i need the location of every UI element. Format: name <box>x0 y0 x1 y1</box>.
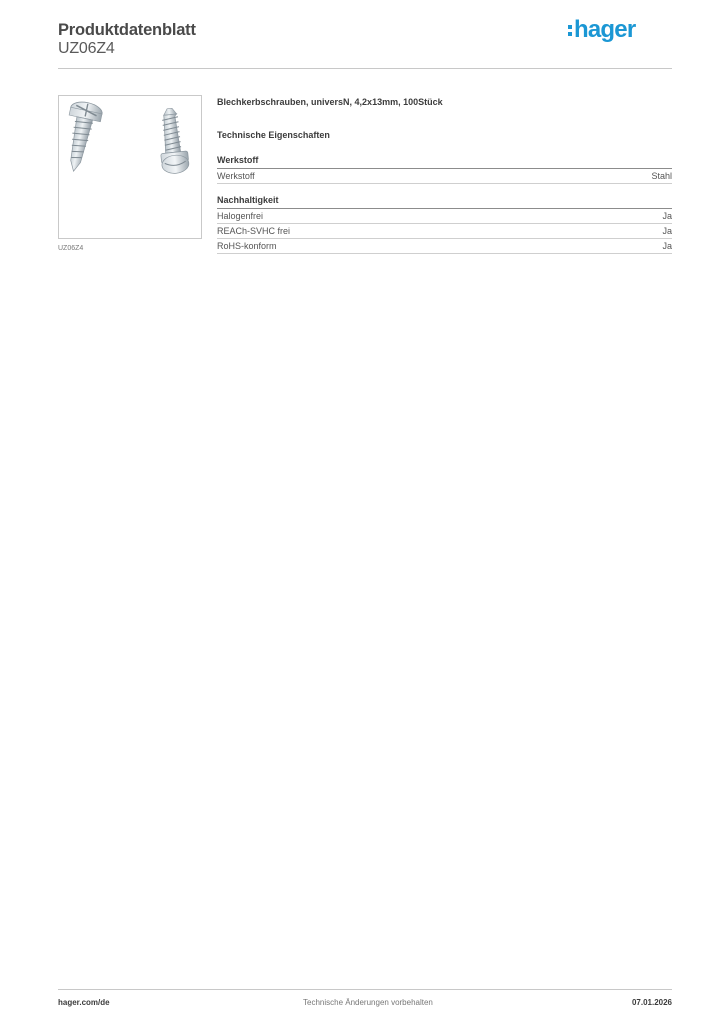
image-caption: UZ06Z4 <box>58 245 84 252</box>
property-row <box>217 209 672 224</box>
header-divider <box>58 68 672 69</box>
group-werkstoff <box>217 154 672 184</box>
logo-text: hager <box>574 16 636 43</box>
property-label: Werkstoff <box>217 171 255 181</box>
self-tapping-screws-image <box>59 96 201 238</box>
property-label: REACh-SVHC frei <box>217 226 291 236</box>
product-image <box>58 95 202 239</box>
page-title: Produktdatenblatt <box>58 21 196 39</box>
hager-logo <box>566 16 658 46</box>
property-label: RoHS-konform <box>217 241 277 251</box>
footer-date: 07.01.2026 <box>631 998 672 1007</box>
product-details <box>217 96 672 254</box>
property-value: Stahl <box>651 171 672 181</box>
footer-divider <box>58 989 672 990</box>
property-row <box>217 169 672 184</box>
footer-notice: Technische Änderungen vorbehalten <box>303 998 433 1007</box>
article-number: UZ06Z4 <box>58 40 115 57</box>
property-value: Ja <box>662 226 672 236</box>
properties-heading: Technische Eigenschaften <box>217 130 330 140</box>
property-value: Ja <box>662 241 672 251</box>
property-label: Halogenfrei <box>217 211 264 221</box>
property-value: Ja <box>662 211 672 221</box>
property-row <box>217 239 672 254</box>
footer-website: hager.com/de <box>58 998 110 1007</box>
group-title: Werkstoff <box>217 154 672 169</box>
property-row <box>217 224 672 239</box>
group-title: Nachhaltigkeit <box>217 194 672 209</box>
product-title: Blechkerbschrauben, universN, 4,2x13mm, 100Stück <box>217 97 443 107</box>
group-nachhaltigkeit <box>217 194 672 254</box>
